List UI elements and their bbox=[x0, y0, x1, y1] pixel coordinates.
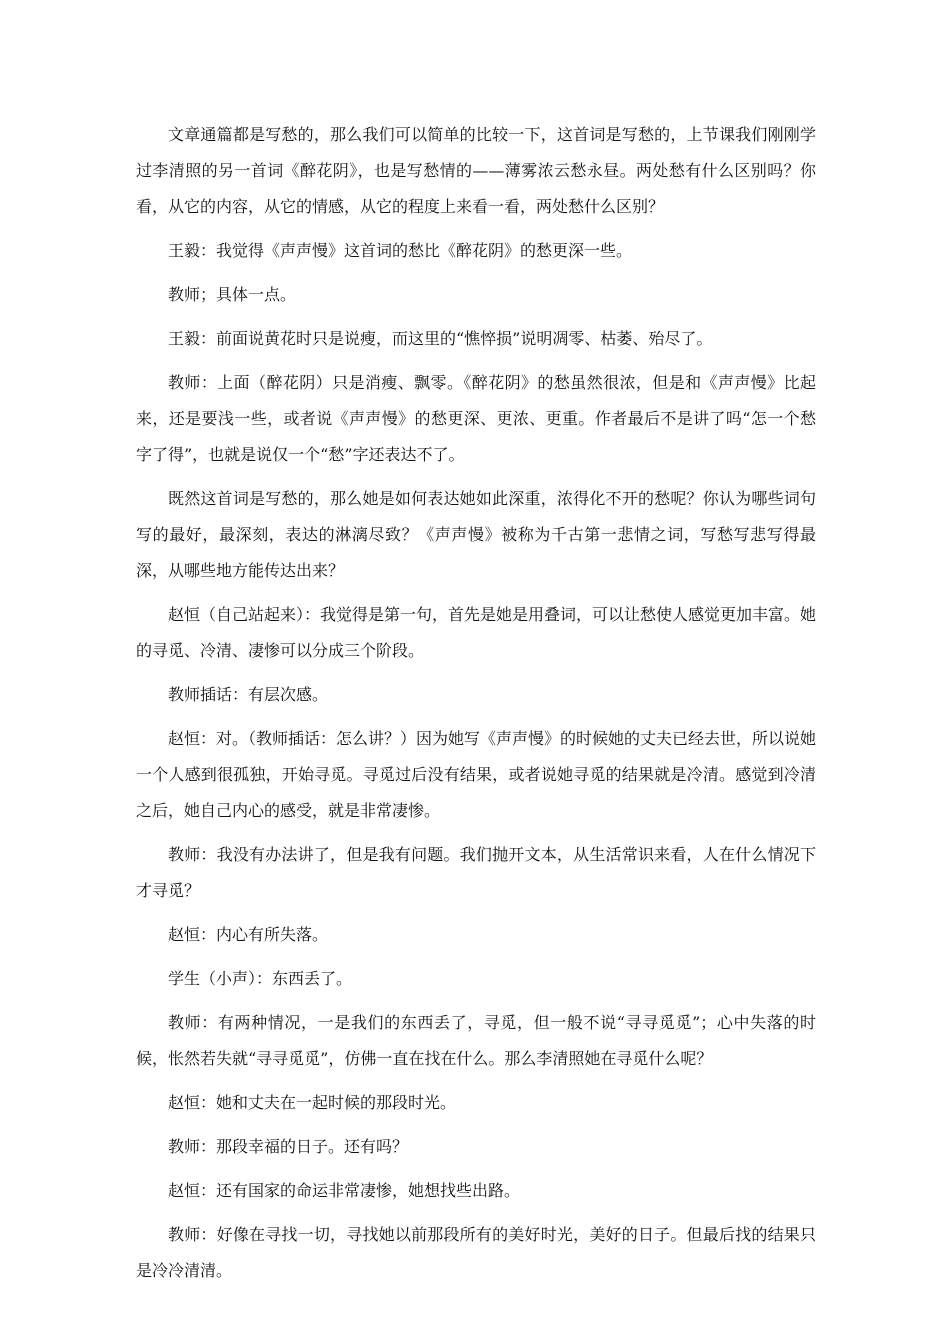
paragraph-student-1: 学生（小声）：东西丢了。 bbox=[168, 969, 353, 988]
paragraph-intro: 文章通篇都是写愁的，那么我们可以简单的比较一下，这首词是写愁的，上节课我们刚刚学过李清照的另一首词《醉花阴》，也是写愁情的——薄雾浓云愁永昼。两处愁有什么区别吗？你看，从它的内容，从它的情感，从它的程度上来看一看，两处愁什么区别？ bbox=[136, 125, 816, 216]
paragraph-zhaoheng-5: 赵恒：还有国家的命运非常凄惨，她想找些出路。 bbox=[168, 1181, 521, 1200]
paragraph-wangyi-2: 王毅：前面说黄花时只是说瘦，而这里的“憔悴损”说明凋零、枯萎、殆尽了。 bbox=[168, 329, 713, 348]
paragraph-zhaoheng-3: 赵恒：内心有所失落。 bbox=[168, 925, 329, 944]
paragraph-teacher-6: 教师：那段幸福的日子。还有吗？ bbox=[168, 1137, 409, 1156]
paragraph-question: 既然这首词是写愁的，那么她是如何表达她如此深重，浓得化不开的愁呢？你认为哪些词句写的最好，最深刻，表达的淋漓尽致？《声声慢》被称为千古第一悲情之词，写愁写悲写得最深，从哪些地方能传达出来？ bbox=[136, 489, 816, 580]
paragraph-zhaoheng-4: 赵恒：她和丈夫在一起时候的那段时光。 bbox=[168, 1093, 457, 1112]
paragraph-zhaoheng-2: 赵恒：对。（教师插话：怎么讲？）因为她写《声声慢》的时候她的丈夫已经去世，所以说她一个人感到很孤独，开始寻觅。寻觅过后没有结果，或者说她寻觅的结果就是冷清。感觉到冷清之后，她自己内心的感受，就是非常凄惨。 bbox=[136, 729, 817, 820]
paragraph-wangyi-1: 王毅：我觉得《声声慢》这首词的愁比《醉花阴》的愁更深一些。 bbox=[168, 241, 633, 260]
paragraph-teacher-5: 教师：有两种情况，一是我们的东西丢了，寻觅，但一般不说“寻寻觅觅”；心中失落的时候，怅然若失就“寻寻觅觅”，仿佛一直在找在什么。那么李清照她在寻觅什么呢？ bbox=[136, 1013, 816, 1068]
paragraph-teacher-4: 教师：我没有办法讲了，但是我有问题。我们抛开文本，从生活常识来看，人在什么情况下才寻觅？ bbox=[136, 845, 816, 900]
paragraph-teacher-2: 教师：上面（醉花阴）只是消瘦、飘零。《醉花阴》的愁虽然很浓，但是和《声声慢》比起来，还是要浅一些，或者说《声声慢》的愁更深、更浓、更重。作者最后不是讲了吗“怎一个愁字了得”，也就是说仅一个“愁”字还表达不了。 bbox=[136, 373, 816, 464]
paragraph-teacher-7: 教师：好像在寻找一切，寻找她以前那段所有的美好时光，美好的日子。但最后找的结果只是冷冷清清。 bbox=[136, 1225, 816, 1280]
paragraph-zhaoheng-1: 赵恒（自己站起来）：我觉得是第一句，首先是她是用叠词，可以让愁使人感觉更加丰富。她的寻觅、冷清、凄惨可以分成三个阶段。 bbox=[136, 605, 817, 660]
paragraph-teacher-1: 教师；具体一点。 bbox=[168, 285, 297, 304]
paragraph-teacher-3: 教师插话：有层次感。 bbox=[168, 685, 329, 704]
document-body bbox=[136, 117, 816, 1289]
